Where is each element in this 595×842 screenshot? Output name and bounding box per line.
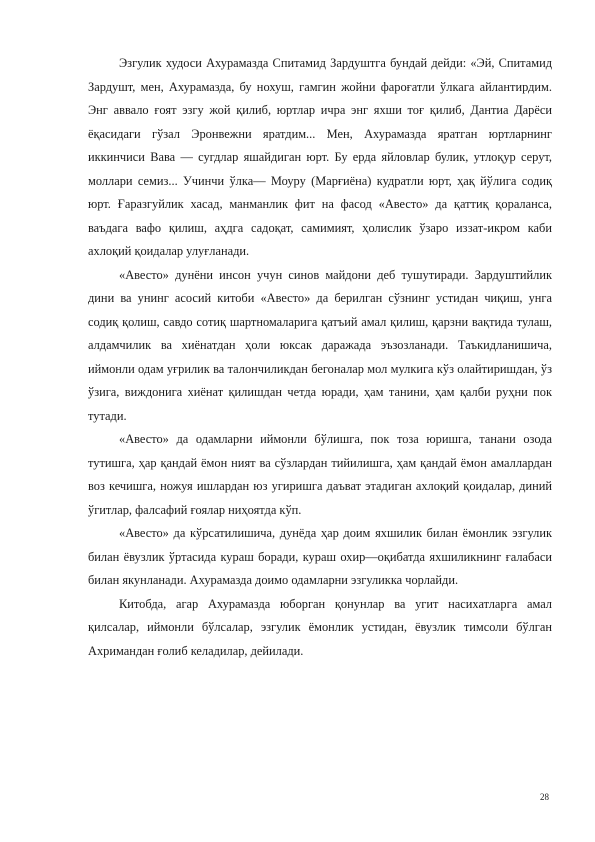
paragraph-2: «Авесто» дунёни инсон учун синов майдони деб тушутиради. Зардуштийлик дини ва унинг асосий китоби «Авесто» да берилган сўзнинг устидан чиқиш, унга содиқ қолиш, савдо сотиқ шартномаларига қатъий амал қилиш, қарзни вақтида тулаш, алдамчилик ва хиёнатдан ҳоли юксак даражада эъзозланади. Таъкидланишича, иймонли одам уғрилик ва талончиликдан бегоналар мол мулкига кўз олайтиришдан, ўз ўзига, виждонига хиёнат қилишдан четда юради, ҳам танини, ҳам қалби руҳни пок тутади. (88, 267, 552, 423)
paragraph-4: «Авесто» да кўрсатилишича, дунёда ҳар доим яхшилик билан ёмонлик эзгулик билан ёвузлик ўртасида кураш боради, кураш охир—оқибатда яхшиликнинг ғалабаси билан якунланади. Ахурамазда доимо одамларни эзгуликка чорлайди. (88, 526, 552, 587)
page-number: 28 (540, 792, 549, 802)
paragraph-5: Китобда, агар Ахурамазда юборган қонунлар ва угит насихатларга амал қилсалар, иймонли бўлсалар, эзгулик ёмонлик устидан, ёвузлик тимсоли бўлган Ахримандан ғолиб келадилар, дейилади. (88, 596, 552, 658)
body-text (88, 52, 552, 663)
paragraph-1: Эзгулик худоси Ахурамазда Спитамид Зардуштга бундай дейди: «Эй, Спитамид Зардушт, мен, Ахурамазда, бу нохуш, гамгин жойни фароғатли ўлкага айлантирдим. Энг аввало ғоят эзгу жой қилиб, юртлар ичра энг яхши тоғ қилиб, Дантиа Дарёси ёқасидаги гўзал Эронвежни яратдим... Мен, Ахурамазда яратган юртларнинг иккинчиси Вава — сугдлар яшайдиган юрт. Бу ерда яйловлар булик, утлоқур серут, моллари семиз... Учинчи ўлка— Моуру (Марғиёна) кудратли юрт, ҳақ йўлига содиқ юрт. Ғаразгуйлик хасад, манманлик фит на фасод «Авесто» да қаттиқ қораланса, ваъдага вафо қилиш, аҳдга садоқат, самимият, ҳолислик ўзаро иззат-икром каби ахлоқий қоидалар улуғланади. (88, 56, 552, 258)
paragraph-3: «Авесто» да одамларни иймонли бўлишга, пок тоза юришга, танани озода тутишга, ҳар қандай ёмон ният ва сўзлардан тийилишга, ҳам қандай ёмон амаллардан воз кечишга, ножуя ишлардан юз угиришга даъват этадиган ахлоқий қоидалар, диний ўгитлар, фалсафий ғоялар ниҳоятда кўп. (88, 432, 552, 517)
